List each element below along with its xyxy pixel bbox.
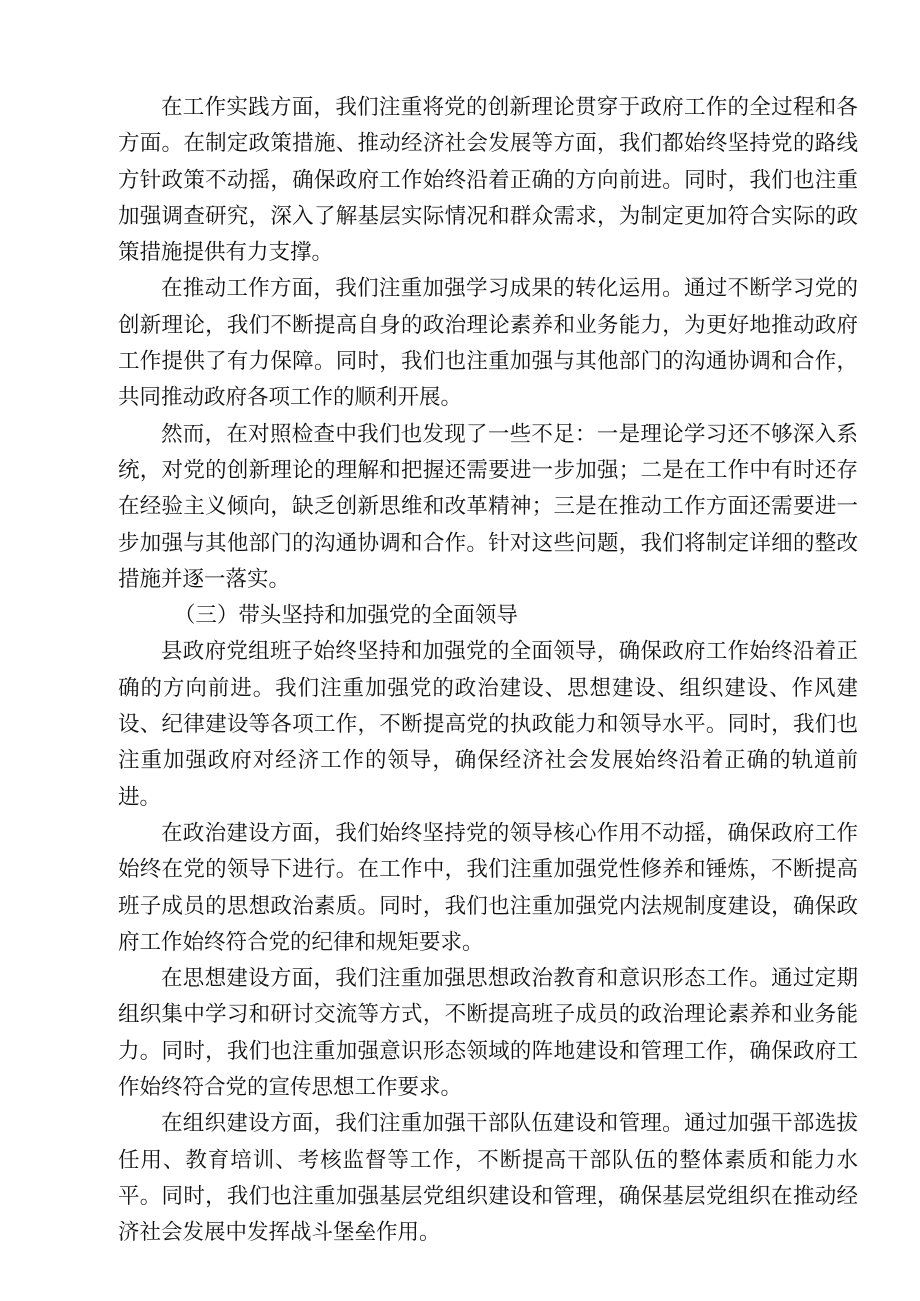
paragraph-ideological-building: 在思想建设方面，我们注重加强思想政治教育和意识形态工作。通过定期组织集中学习和研讨交流等方式，不断提高班子成员的政治理论素养和业务能力。同时，我们也注重加强意识形态领域的阵地建设和管理工作，确保政府工作始终符合党的宣传思想工作要求。 <box>118 966 858 1101</box>
paragraph-organizational-building: 在组织建设方面，我们注重加强干部队伍建设和管理。通过加强干部选拔任用、教育培训、考核监督等工作，不断提高干部队伍的整体素质和能力水平。同时，我们也注重加强基层党组织建设和管理，确保基层党组织在推动经济社会发展中发挥战斗堡垒作用。 <box>118 1111 858 1246</box>
paragraph-political-building: 在政治建设方面，我们始终坚持党的领导核心作用不动摇，确保政府工作始终在党的领导下进行。在工作中，我们注重加强党性修养和锤炼，不断提高班子成员的思想政治素质。同时，我们也注重加强党内法规制度建设，确保政府工作始终符合党的纪律和规矩要求。 <box>118 820 858 955</box>
section-heading: （三）带头坚持和加强党的全面领导 <box>173 603 518 629</box>
paragraph-promoting-work: 在推动工作方面，我们注重加强学习成果的转化运用。通过不断学习党的创新理论，我们不断提高自身的政治理论素养和业务能力，为更好地推动政府工作提供了有力保障。同时，我们也注重加强与其他部门的沟通协调和合作，共同推动政府各项工作的顺利开展。 <box>118 276 858 411</box>
paragraph-shortcomings: 然而，在对照检查中我们也发现了一些不足：一是理论学习还不够深入系统，对党的创新理论的理解和把握还需要进一步加强；二是在工作中有时还存在经验主义倾向，缺乏创新思维和改革精神；三是在推动工作方面还需要进一步加强与其他部门的沟通协调和合作。针对这些问题，我们将制定详细的整改措施并逐一落实。 <box>118 421 858 592</box>
paragraph-party-leadership: 县政府党组班子始终坚持和加强党的全面领导，确保政府工作始终沿着正确的方向前进。我们注重加强党的政治建设、思想建设、组织建设、作风建设、纪律建设等各项工作，不断提高党的执政能力和领导水平。同时，我们也注重加强政府对经济工作的领导，确保经济社会发展始终沿着正确的轨道前进。 <box>118 639 858 810</box>
paragraph-work-practice: 在工作实践方面，我们注重将党的创新理论贯穿于政府工作的全过程和各方面。在制定政策措施、推动经济社会发展等方面，我们都始终坚持党的路线方针政策不动摇，确保政府工作始终沿着正确的方向前进。同时，我们也注重加强调查研究，深入了解基层实际情况和群众需求，为制定更加符合实际的政策措施提供有力支撑。 <box>118 95 858 266</box>
document-body <box>118 90 858 1252</box>
